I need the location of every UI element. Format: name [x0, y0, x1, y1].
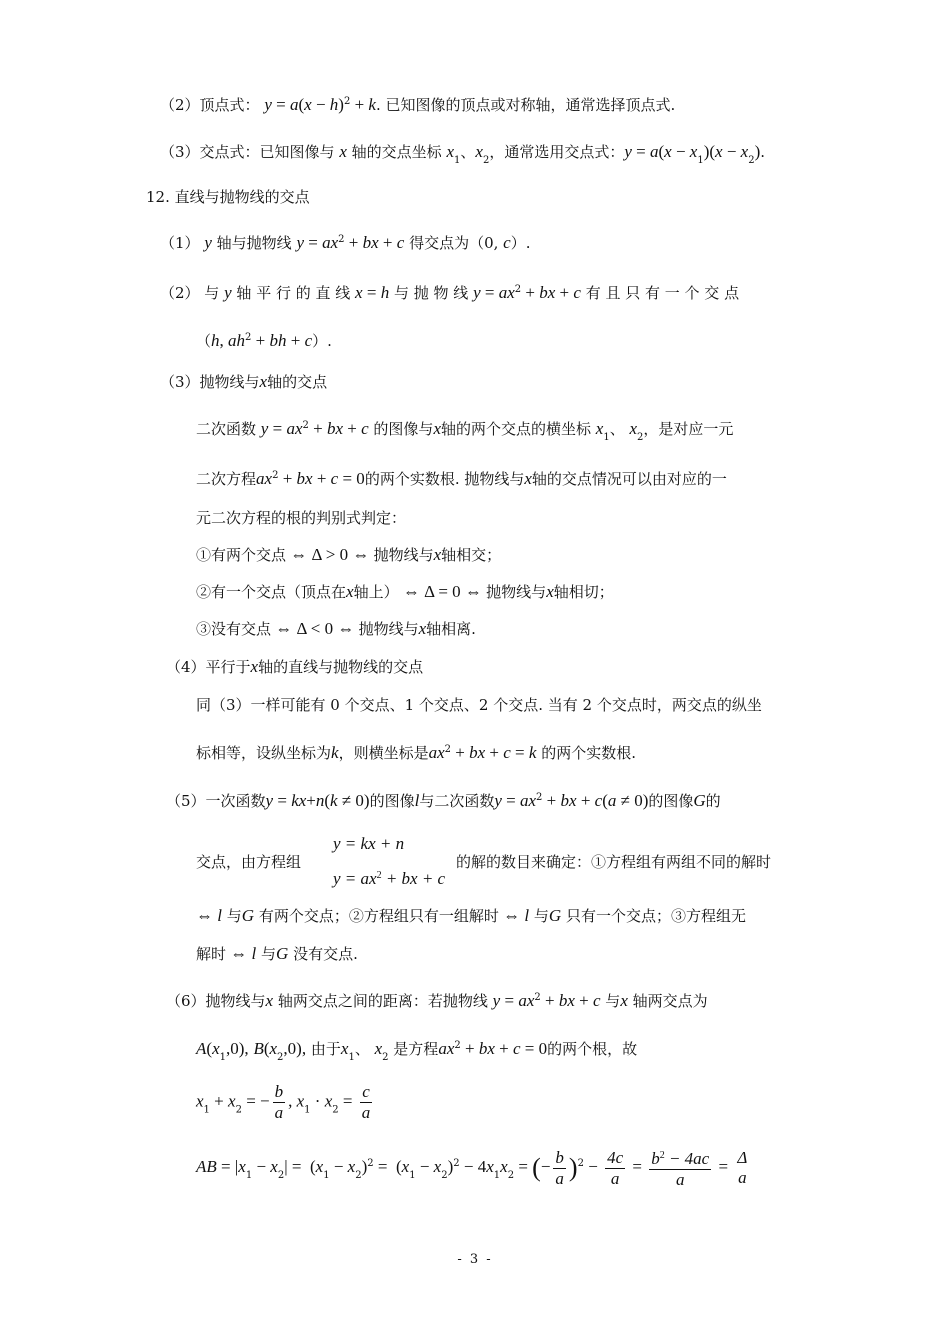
linear-quadratic-line-3: ⇔ l 与G 有两个交点；②方程组只有一组解时 ⇔ l 与G 只有一个交点；③方程组无: [196, 906, 746, 925]
y-axis-intersection-line: （1） y 轴与抛物线 $y = ax^2$ + bx + c 得交点为（0, c）.: [160, 233, 531, 252]
linear-quadratic-line-2b: 的解的数目来确定：①方程组有两组不同的解时: [456, 853, 772, 871]
roots-line-1: 二次函数 $y = ax^2$ + bx + c 的图像与x轴的两个交点的横坐标 $x_1$、 $x_2$，是对应一元: [196, 419, 734, 443]
linear-quadratic-line-2a: 交点，由方程组: [196, 853, 302, 871]
case-no-point: ③没有交点 ⇔ Δ < 0 ⇔ 抛物线与x轴相离.: [196, 619, 476, 638]
distance-points-line: $A(x_1,0)$, $B(x_2,0)$, 由于$x_1$、 $x_2$ 是方程$ax^2$ + bx + c = 0的两个根，故: [196, 1039, 638, 1063]
roots-line-3: 元二次方程的根的判别式判定：: [196, 509, 407, 527]
parallel-x-line-2: 标相等，设纵坐标为k，则横坐标是$ax^2$ + bx + c = k 的两个实数根.: [196, 743, 636, 762]
vieta-formulas: $x_1 + x_2$ = − $\frac{b}{a}$ , $x_1 \cdot x_2$ = $\frac{c}{a}$: [196, 1082, 371, 1122]
distance-formula: AB = $|x_1 - x_2| = (x_1 - x_2)^2 = (x_1 - x_2)^2 - 4x_1x_2$ = (− $\frac{b}{a}$ )$^2$ − $\frac{4c}{a}$ = $\frac{b^2 - 4ac}{a}$ = Δ a: [196, 1147, 748, 1189]
roots-line-2: 二次方程$ax^2$ + bx + c = 0的两个实数根. 抛物线与x轴的交点情况可以由对应的一: [196, 469, 727, 488]
distance-heading: （6）抛物线与x 轴两交点之间的距离：若抛物线 $y = ax^2$ + bx + c 与x 轴两交点为: [166, 991, 708, 1010]
parallel-y-point-line: （h, $ah^2$ + bh + c）.: [196, 331, 332, 350]
parallel-x-line-1: 同（3）一样可能有 0 个交点、1 个交点、2 个交点. 当有 2 个交点时，两交点的纵坐: [196, 696, 762, 714]
parallel-x-heading: （4）平行于x轴的直线与抛物线的交点: [166, 657, 424, 676]
vertex-form-line: （2）顶点式： $y = a(x - h)^2 + k$. 已知图像的顶点或对称轴，通常选择顶点式.: [160, 95, 676, 114]
linear-quadratic-line-4: 解时 ⇔ l 与G 没有交点.: [196, 944, 358, 963]
parallel-y-line: （2） 与 y 轴 平 行 的 直 线 x = h 与 抛 物 线 $y = ax^2$ + bx + c 有 且 只 有 一 个 交 点: [160, 283, 740, 302]
linear-quadratic-line-1: （5）一次函数y = kx+n(k ≠ 0)的图像l与二次函数$y = ax^2$ + bx + c(a ≠ 0)的图像G的: [166, 791, 721, 810]
case-one-point: ②有一个交点（顶点在x轴上） ⇔ Δ = 0 ⇔ 抛物线与x轴相切；: [196, 582, 614, 601]
equation-system: y = kx + n $y = ax^2$ + bx + c: [333, 834, 446, 888]
section-heading-12: 12. 直线与抛物线的交点: [146, 188, 310, 206]
intercept-form-line: （3）交点式：已知图像与 x 轴的交点坐标 $x_1$、$x_2$，通常选用交点式：$y = a(x - x_1)(x - x_2)$.: [160, 142, 766, 166]
case-two-points: ①有两个交点 ⇔ Δ > 0 ⇔ 抛物线与x轴相交；: [196, 545, 502, 564]
x-axis-intersection-heading: （3）抛物线与x轴的交点: [160, 372, 328, 391]
page-number: - 3 -: [457, 1252, 493, 1267]
